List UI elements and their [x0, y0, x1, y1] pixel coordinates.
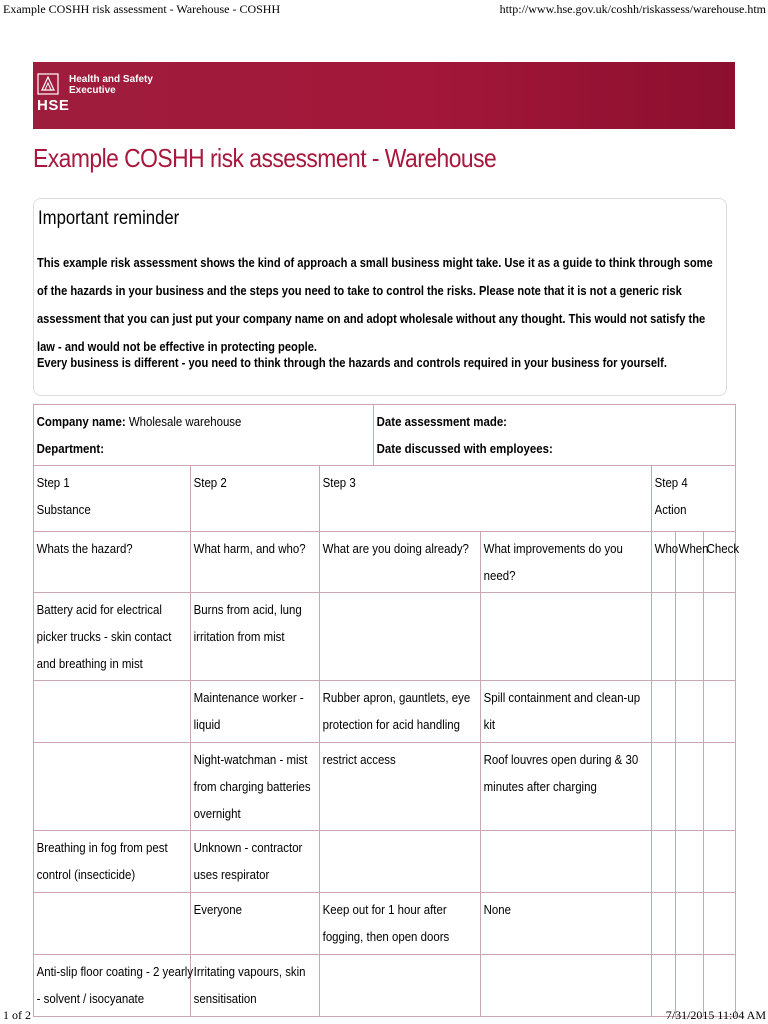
reminder-paragraph-2: Every business is different - you need to think through the hazards and controls required in your business for yourself.: [37, 356, 667, 370]
logo-text: Health and Safety Executive: [69, 74, 153, 96]
table-row: [34, 593, 736, 681]
risk-assessment-table: [33, 404, 740, 1017]
hazard-cell: Breathing in fog from pest control (insecticide): [36, 840, 168, 882]
doing-cell: [320, 831, 486, 837]
logo-abbr: HSE: [37, 97, 70, 114]
doing-cell: Rubber apron, gauntlets, eye protection for acid handling: [322, 690, 471, 732]
step-2: Step 2: [191, 466, 320, 532]
company-value: Wholesale warehouse: [128, 414, 242, 429]
hse-logo[interactable]: [37, 73, 153, 119]
col-doing: What are you doing already?: [320, 532, 481, 593]
important-reminder-box: [33, 198, 727, 396]
hse-logo-icon: [37, 73, 59, 95]
step-3: Step 3: [320, 466, 652, 532]
step-4: Step 4 Action: [652, 466, 736, 532]
improve-cell: None: [483, 902, 511, 917]
harm-cell: Night-watchman - mist from charging batteries overnight: [193, 752, 311, 821]
print-datetime: 7/31/2015 11:04 AM: [665, 1008, 766, 1022]
doing-cell: [320, 593, 486, 599]
hazard-cell: Battery acid for electrical picker trucks - skin contact and breathing in mist: [36, 602, 172, 671]
hazard-cell: [34, 893, 196, 899]
info-row: [34, 405, 736, 466]
table-row: [34, 681, 736, 743]
table-row: [34, 743, 736, 831]
reminder-paragraph-1: This example risk assessment shows the kind of approach a small business might take. Use it as a guide to think through some of the hazards in your business and the steps you need to take to control the risks. Please note that it is not a generic risk assessment that you can just put your company name on and adopt wholesale without any thought. This would not satisfy the law - and would not be effective in protecting people.: [37, 256, 713, 354]
doing-cell: restrict access: [322, 752, 396, 767]
improve-cell: [481, 831, 657, 837]
harm-cell: Burns from acid, lung irritation from mist: [193, 602, 302, 644]
doing-cell: [320, 955, 486, 961]
hazard-cell: [34, 743, 196, 749]
col-improve: What improvements do you need?: [481, 532, 652, 593]
page-number: 1 of 2: [3, 1008, 31, 1022]
col-who: Who: [652, 532, 676, 593]
improve-cell: [481, 955, 657, 961]
col-harm: What harm, and who?: [191, 532, 320, 593]
company-cell: [34, 405, 374, 466]
improve-cell: Roof louvres open during & 30 minutes after charging: [483, 752, 639, 794]
col-check: Check: [704, 532, 736, 593]
reminder-heading: Important reminder: [38, 208, 180, 229]
improve-cell: Spill containment and clean-up kit: [483, 690, 641, 732]
date-made-label: Date assessment made:: [376, 414, 508, 429]
harm-cell: Everyone: [193, 902, 242, 917]
harm-cell: Maintenance worker - liquid: [193, 690, 304, 732]
column-header-row: [34, 532, 736, 593]
print-page-title: Example COSHH risk assessment - Warehouse - COSHH: [3, 2, 281, 16]
print-page-url: http://www.hse.gov.uk/coshh/riskassess/warehouse.htm: [499, 2, 766, 16]
doing-cell: Keep out for 1 hour after fogging, then open doors: [322, 902, 450, 944]
harm-cell: Unknown - contractor uses respirator: [193, 840, 303, 882]
col-when: When: [676, 532, 704, 593]
hse-banner: [33, 62, 735, 129]
department-label: Department:: [36, 441, 105, 456]
date-cell: [374, 405, 736, 466]
steps-row: [34, 466, 736, 532]
table-row: [34, 893, 736, 955]
hazard-cell: Anti-slip floor coating - 2 yearly - solvent / isocyanate: [36, 964, 194, 1006]
page-title: Example COSHH risk assessment - Warehouse: [33, 143, 497, 173]
col-hazard: Whats the hazard?: [34, 532, 191, 593]
company-label: Company name:: [36, 414, 126, 429]
hazard-cell: [34, 681, 196, 687]
date-discussed-label: Date discussed with employees:: [376, 441, 553, 456]
print-header: [0, 0, 768, 16]
print-footer: [0, 1006, 768, 1024]
step-1: Step 1 Substance: [34, 466, 191, 532]
improve-cell: [481, 593, 657, 599]
harm-cell: Irritating vapours, skin sensitisation: [193, 964, 306, 1006]
table-row: [34, 831, 736, 893]
